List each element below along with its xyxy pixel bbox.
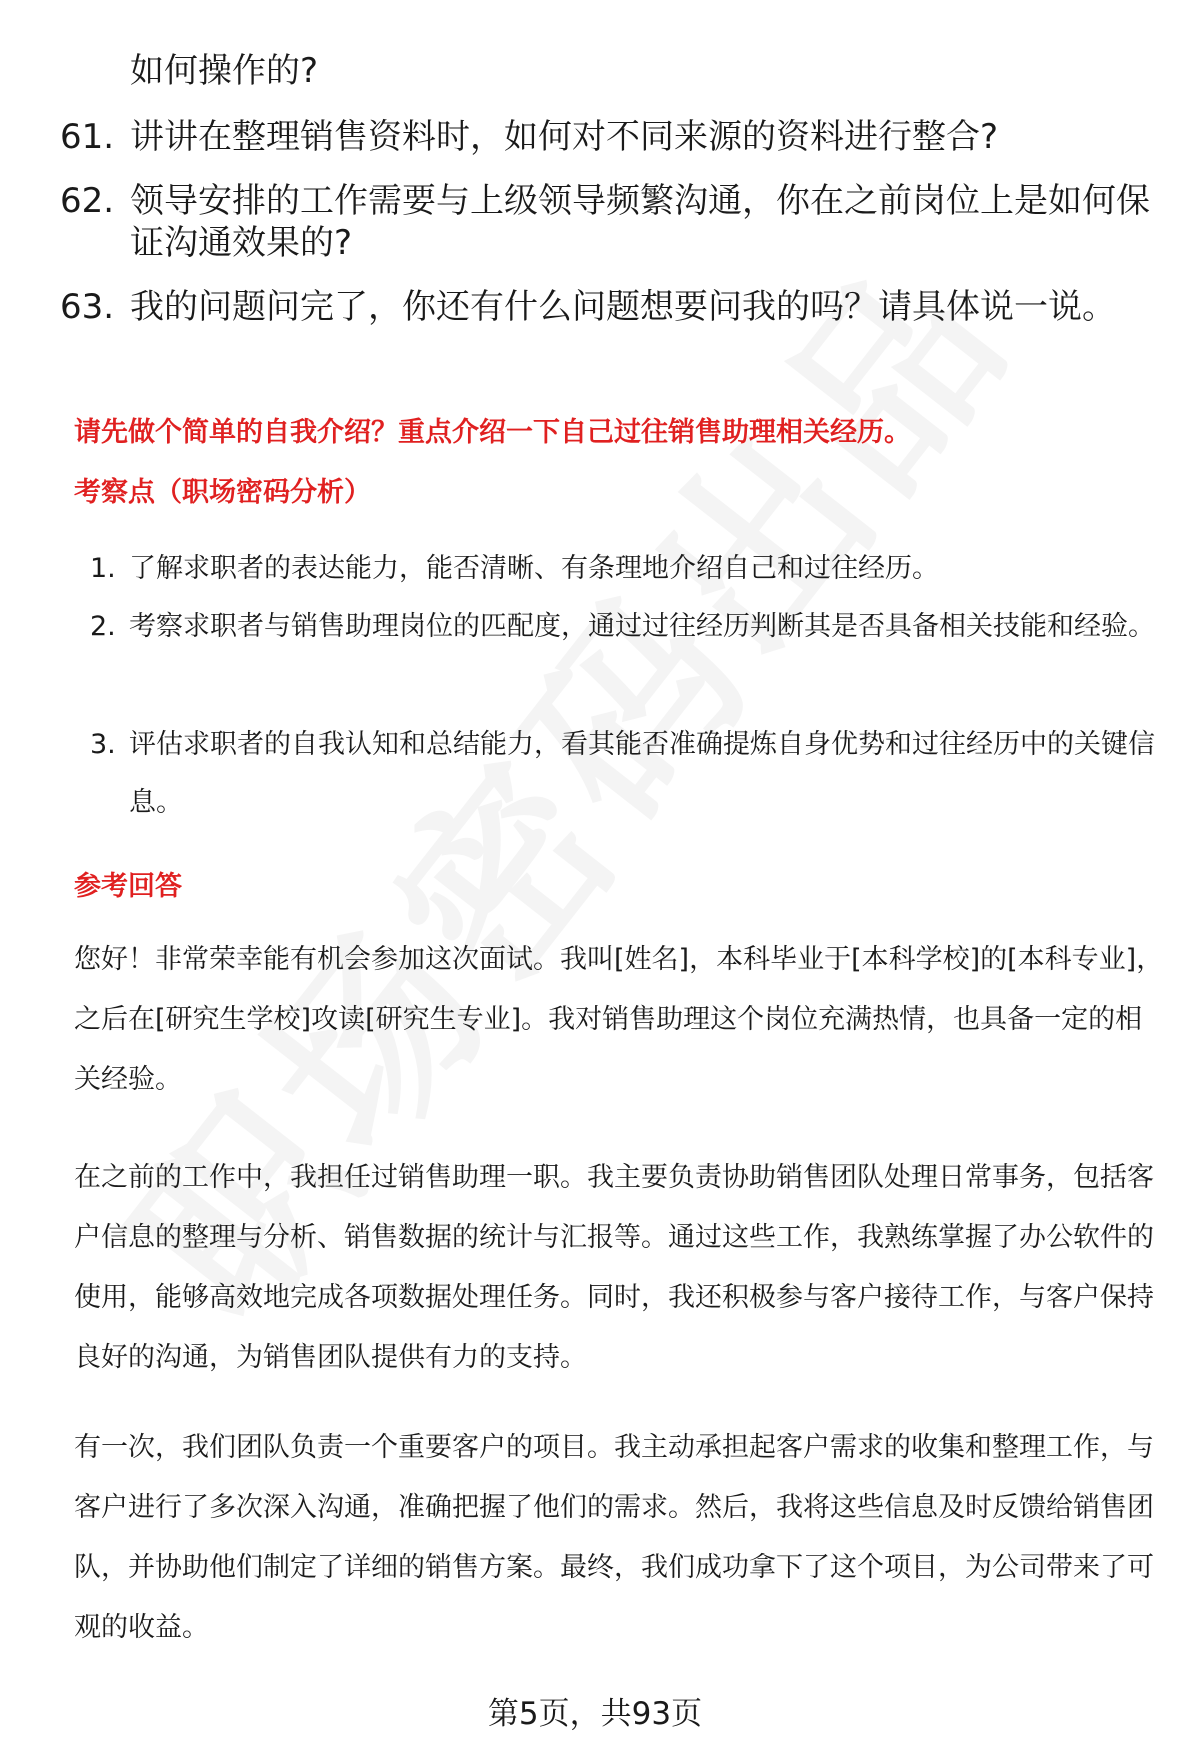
points-heading: 考察点（职场密码分析） xyxy=(74,477,371,508)
list-item-text: 评估求职者的自我认知和总结能力，看其能否准确提炼自身优势和过往经历中的关键信息。 xyxy=(129,729,1155,818)
question-number: 61. xyxy=(60,117,115,157)
list-item-text: 了解求职者的表达能力，能否清晰、有条理地介绍自己和过往经历。 xyxy=(129,553,939,584)
answer-paragraph: 在之前的工作中，我担任过销售助理一职。我主要负责协助销售团队处理日常事务，包括客户信息的整理与分析、销售数据的统计与汇报等。通过这些工作，我熟练掌握了办公软件的使用，能够高效地完成各项数据处理任务。同时，我还积极参与客户接待工作，与客户保持良好的沟通，为销售团队提供有力的支持。 xyxy=(74,1162,1154,1373)
list-item-number: 2. xyxy=(90,611,116,642)
answer-heading: 参考回答 xyxy=(74,871,182,902)
page-number: 第5页，共93页 xyxy=(487,1696,703,1732)
question-text: 如何操作的? xyxy=(130,51,319,91)
question-text: 讲讲在整理销售资料时，如何对不同来源的资料进行整合? xyxy=(130,117,999,157)
question-text: 我的问题问完了，你还有什么问题想要问我的吗？请具体说一说。 xyxy=(130,287,1116,327)
question-number: 63. xyxy=(60,287,115,327)
question-number: 62. xyxy=(60,181,115,221)
question-text: 领导安排的工作需要与上级领导频繁沟通，你在之前岗位上是如何保证沟通效果的? xyxy=(130,181,1150,263)
answer-paragraph: 有一次，我们团队负责一个重要客户的项目。我主动承担起客户需求的收集和整理工作，与客户进行了多次深入沟通，准确把握了他们的需求。然后，我将这些信息及时反馈给销售团队，并协助他们制定了详细的销售方案。最终，我们成功拿下了这个项目，为公司带来了可观的收益。 xyxy=(74,1432,1154,1643)
list-item-text: 考察求职者与销售助理岗位的匹配度，通过过往经历判断其是否具备相关技能和经验。 xyxy=(129,611,1155,642)
list-item-number: 1. xyxy=(90,553,116,584)
interview-question-heading: 请先做个简单的自我介绍？重点介绍一下自己过往销售助理相关经历。 xyxy=(74,417,911,448)
list-item-number: 3. xyxy=(90,729,116,760)
answer-paragraph: 您好！非常荣幸能有机会参加这次面试。我叫[姓名]，本科毕业于[本科学校]的[本科专业]，之后在[研究生学校]攻读[研究生专业]。我对销售助理这个岗位充满热情，也具备一定的相关经验。 xyxy=(74,944,1164,1095)
